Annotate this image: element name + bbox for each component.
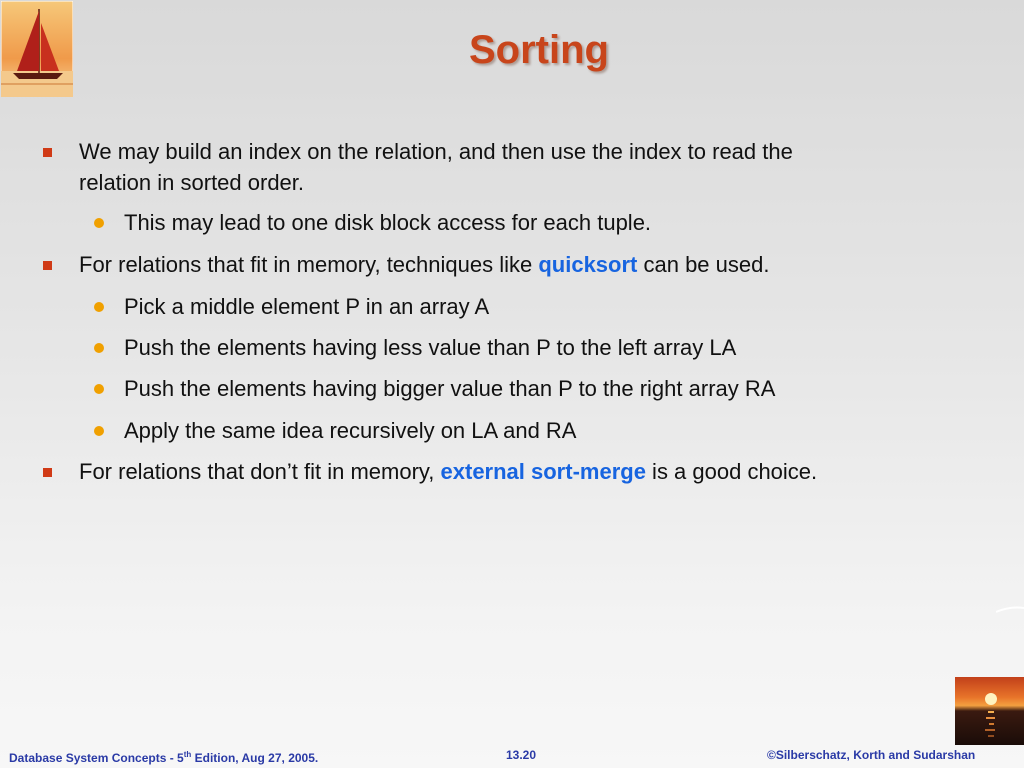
- bullet-text: relation in sorted order.: [79, 170, 305, 195]
- sunset-image: [955, 677, 1024, 745]
- bullet-text: is a good choice.: [645, 459, 818, 484]
- decorative-swoosh: [996, 606, 1024, 614]
- bullet-text: For relations that don’t fit in memory,: [79, 459, 441, 484]
- bullet-text: We may build an index on the relation, and then use the index to read the: [79, 139, 793, 164]
- square-bullet-icon: [43, 468, 52, 477]
- sub-bullet-item: [124, 207, 651, 238]
- bullet-item-continuation: [79, 167, 304, 198]
- square-bullet-icon: [43, 148, 52, 157]
- footer-superscript: th: [183, 750, 192, 759]
- bullet-text: Push the elements having bigger value than P to the right array RA: [124, 376, 776, 401]
- footer-edition-date: Edition, Aug 27, 2005.: [191, 751, 319, 765]
- sub-bullet-item: [124, 415, 576, 446]
- bullet-text: This may lead to one disk block access for each tuple.: [124, 210, 652, 235]
- sub-bullet-item: [124, 291, 489, 322]
- round-bullet-icon: [94, 343, 104, 353]
- bullet-text: For relations that fit in memory, techniques like: [79, 252, 539, 277]
- round-bullet-icon: [94, 384, 104, 394]
- round-bullet-icon: [94, 218, 104, 228]
- footer-book-title: Database System Concepts - 5: [9, 751, 184, 765]
- footer-left: [9, 746, 318, 767]
- bullet-text: Apply the same idea recursively on LA and RA: [124, 418, 577, 443]
- highlighted-term: quicksort: [538, 252, 638, 277]
- sub-bullet-item: [124, 373, 775, 404]
- bullet-text: can be used.: [637, 252, 770, 277]
- footer-copyright: ©Silberschatz, Korth and Sudarshan: [767, 748, 976, 762]
- bullet-text: Push the elements having less value than P to the left array LA: [124, 335, 737, 360]
- bullet-item: [79, 456, 817, 487]
- slide-title: Sorting: [469, 28, 609, 72]
- round-bullet-icon: [94, 302, 104, 312]
- bullet-item: [79, 136, 793, 167]
- footer-page-number: 13.20: [506, 748, 537, 762]
- highlighted-term: external sort-merge: [440, 459, 646, 484]
- round-bullet-icon: [94, 426, 104, 436]
- bullet-item: [79, 249, 769, 280]
- square-bullet-icon: [43, 261, 52, 270]
- bullet-text: Pick a middle element P in an array A: [124, 294, 490, 319]
- sub-bullet-item: [124, 332, 736, 363]
